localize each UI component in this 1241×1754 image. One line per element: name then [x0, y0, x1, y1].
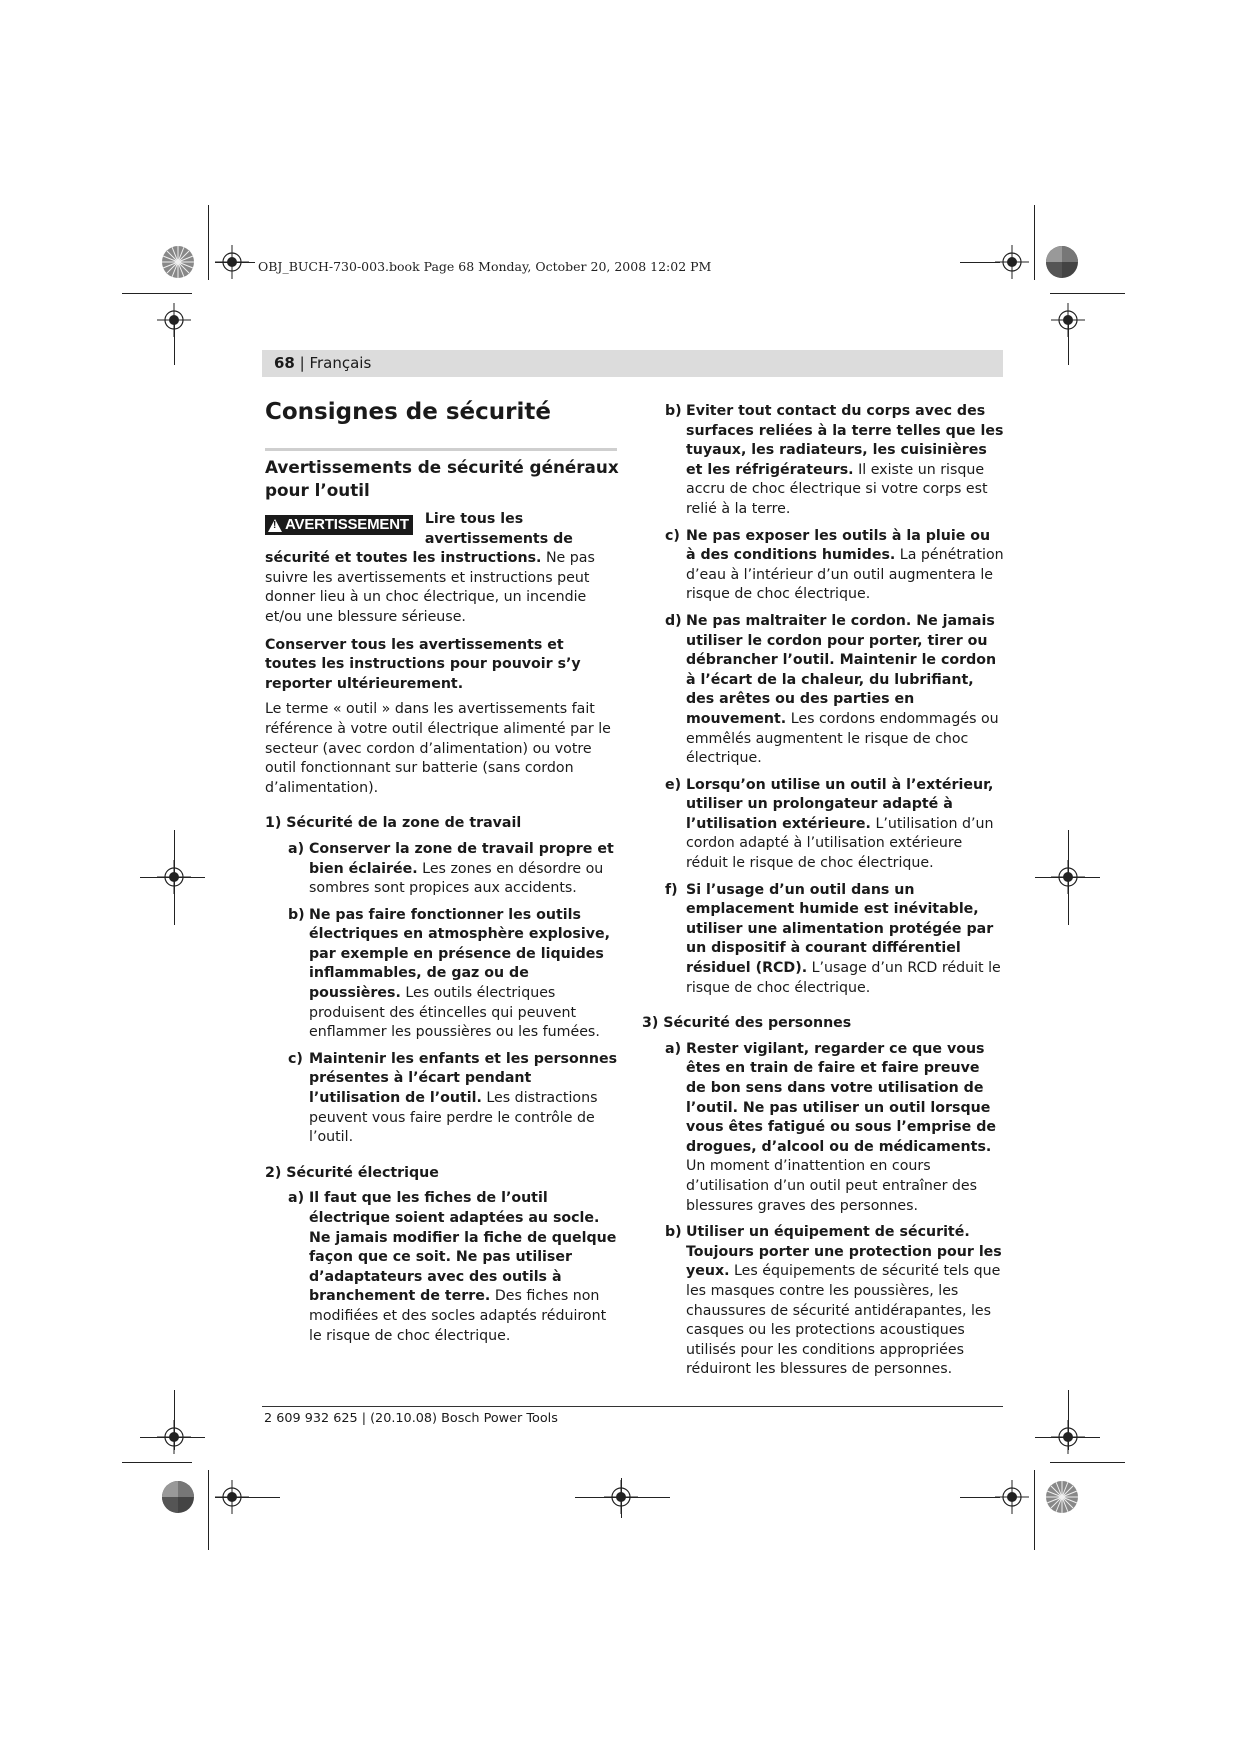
list-item: [642, 1040, 1004, 1216]
list-item: [642, 1223, 1004, 1380]
item-text: Des fiches non modifiées et des socles adaptés réduiront le risque de choc électrique.: [309, 1288, 607, 1344]
section-heading: 1) Sécurité de la zone de travail: [265, 815, 522, 832]
right-column: [642, 402, 1004, 1387]
registration-target-icon: [1051, 1420, 1085, 1454]
item-text: L’utilisation d’un cordon adapté à l’utilisation extérieure réduit le risque de choc électrique.: [686, 815, 994, 872]
color-wheel-icon: [161, 1480, 195, 1514]
item-text: Les zones en désordre ou sombres sont propices aux accidents.: [309, 860, 604, 897]
list-item: [265, 840, 620, 899]
item-bold: Lorsqu’on utilise un outil à l’extérieur, utiliser un prolongateur adapté à l’utilisation extérieure.: [686, 776, 994, 832]
item-text: Les cordons endommagés ou emmêlés augmentent le risque de choc électrique.: [686, 710, 999, 767]
page-header: [262, 350, 1003, 377]
star-target-icon: [161, 245, 195, 279]
item-label: e): [665, 776, 682, 793]
item-text: Les équipements de sécurité tels que les masques contre les poussières, les chaussures de sécurité antidérapantes, les casques ou les protections acoustiques utilisés pour les conditions appropriées réduiront les blessures de personnes.: [686, 1263, 1001, 1378]
item-text: La pénétration d’eau à l’intérieur d’un outil augmentera le risque de choc électrique.: [686, 547, 1004, 603]
registration-target-icon: [1051, 860, 1085, 894]
footer-rule: [262, 1406, 1003, 1407]
header-separator: |: [294, 354, 310, 372]
list-item: [642, 776, 1004, 874]
item-bold: Ne pas exposer les outils à la pluie ou à des conditions humides.: [686, 527, 991, 564]
item-label: d): [665, 612, 682, 629]
color-wheel-icon: [1045, 245, 1079, 279]
list-item: [265, 1189, 620, 1346]
header-text: [274, 354, 371, 372]
item-label: a): [288, 1190, 305, 1207]
registration-target-icon: [157, 860, 191, 894]
item-label: a): [665, 1040, 682, 1057]
registration-target-icon: [1051, 303, 1085, 337]
intro-text: Ne pas suivre les avertissements et instructions peut donner lieu à un choc électrique, un incendie et/ou une blessure sérieuse.: [265, 550, 595, 625]
warning-intro: [265, 510, 620, 628]
intro-bold: Lire tous les avertissements de sécurité et toutes les instructions.: [265, 511, 573, 567]
section-heading: 2) Sécurité électrique: [265, 1164, 439, 1181]
list-item: [642, 612, 1004, 769]
item-text: Les distractions peuvent vous faire perdre le contrôle de l’outil.: [309, 1090, 598, 1146]
star-target-icon: [1045, 1480, 1079, 1514]
registration-target-icon: [157, 1420, 191, 1454]
item-bold: Maintenir les enfants et les personnes présentes à l’écart pendant l’utilisation de l’outil.: [309, 1050, 618, 1107]
item-label: c): [665, 527, 680, 544]
warning-badge: [265, 515, 413, 535]
item-text: Il existe un risque accru de choc électrique si votre corps est relié à la terre.: [686, 461, 988, 517]
item-label: c): [288, 1050, 303, 1067]
item-text: L’usage d’un RCD réduit le risque de choc électrique.: [686, 960, 1001, 996]
warning-badge-label: AVERTISSEMENT: [285, 516, 409, 533]
term-definition: Le terme « outil » dans les avertissements fait référence à votre outil électrique alimenté par le secteur (avec cordon d’alimentation) ou votre outil fonctionnant sur batterie (sans cordon d’alimentation).: [265, 701, 611, 796]
item-text: Un moment d’inattention en cours d’utilisation d’un outil peut entraîner des blessures graves des personnes.: [686, 1158, 978, 1214]
item-bold: Il faut que les fiches de l’outil électrique soient adaptées au socle. Ne jamais modifier la fiche de quelque façon que ce soit. Ne pas utiliser d’adaptateurs avec des outils à branchement de terre.: [309, 1190, 617, 1305]
item-bold: Eviter tout contact du corps avec des surfaces reliées à la terre telles que les tuyaux, les radiateurs, les cuisinières et les réfrigérateurs.: [686, 403, 1004, 478]
list-item: [642, 527, 1004, 605]
registration-target-icon: [604, 1480, 638, 1514]
item-label: b): [288, 906, 305, 923]
item-label: b): [665, 403, 682, 419]
item-text: Les outils électriques produisent des étincelles qui peuvent enflammer les poussières ou les fumées.: [309, 985, 600, 1041]
header-language: Français: [309, 354, 372, 372]
registration-target-icon: [157, 303, 191, 337]
section-heading: 3) Sécurité des personnes: [642, 1015, 852, 1032]
warning-symbol: !: [273, 519, 277, 531]
title-rule: [265, 448, 617, 451]
registration-target-icon: [995, 245, 1029, 279]
item-bold: Conserver la zone de travail propre et bien éclairée.: [309, 840, 614, 877]
item-bold: Rester vigilant, regarder ce que vous êtes en train de faire et faire preuve de bon sens dans votre utilisation de l’outil. Ne pas utiliser un outil lorsque vous êtes fatigué ou sous l’emprise de drogues, d’alcool ou de médicaments.: [686, 1040, 997, 1155]
left-column: [265, 398, 620, 1353]
list-item: [265, 1050, 620, 1148]
item-label: b): [665, 1224, 682, 1241]
item-bold: Ne pas maltraiter le cordon. Ne jamais utiliser le cordon pour porter, tirer ou débrancher l’outil. Maintenir le cordon à l’écart de la chaleur, du lubrifiant, des arêtes ou des parties en mouvement.: [686, 612, 997, 727]
item-bold: Ne pas faire fonctionner les outils électriques en atmosphère explosive, par exemple en présence de liquides inflammables, de gaz ou de poussières.: [309, 906, 610, 1002]
page-number: 68: [274, 354, 295, 372]
item-label: f): [665, 881, 678, 898]
print-slug: OBJ_BUCH-730-003.book Page 68 Monday, October 20, 2008 12:02 PM: [258, 259, 712, 274]
registration-target-icon: [215, 1480, 249, 1514]
list-item: [265, 906, 620, 1043]
warning-triangle-icon: [268, 519, 282, 532]
keep-notice: Conserver tous les avertissements et toutes les instructions pour pouvoir s’y reporter ultérieurement.: [265, 636, 581, 692]
item-bold: Si l’usage d’un outil dans un emplacement humide est inévitable, utiliser une alimentation protégée par un dispositif à courant différentiel résiduel (RCD).: [686, 881, 994, 977]
list-item: [642, 881, 1004, 999]
registration-target-icon: [215, 245, 249, 279]
registration-target-icon: [995, 1480, 1029, 1514]
item-bold: Utiliser un équipement de sécurité. Toujours porter une protection pour les yeux.: [686, 1224, 1002, 1280]
item-label: a): [288, 840, 305, 857]
section-subtitle: Avertissements de sécurité généraux pour l’outil: [265, 457, 619, 500]
list-item: [642, 402, 1004, 520]
page-footer: 2 609 932 625 | (20.10.08) Bosch Power Tools: [264, 1411, 558, 1426]
page-title: Consignes de sécurité: [265, 399, 551, 425]
